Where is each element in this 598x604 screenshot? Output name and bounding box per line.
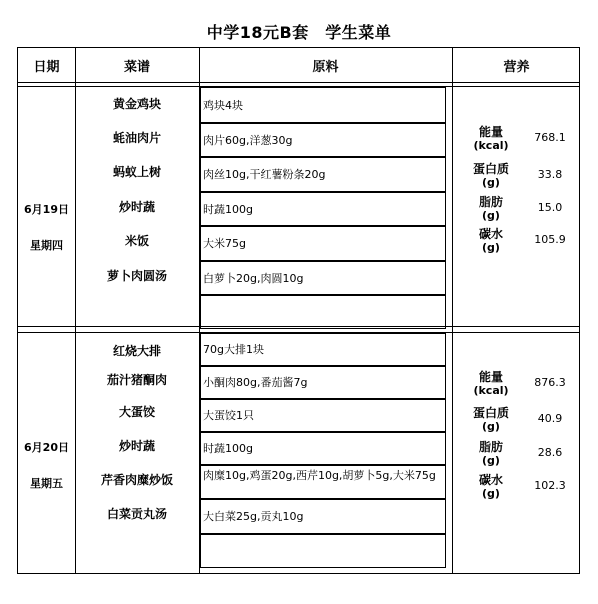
day-weekday: 星期五 <box>30 477 63 490</box>
nutrition-label <box>465 195 517 223</box>
nutrition-value: 768.1 <box>534 131 566 144</box>
dish-name: 蚂蚁上树 <box>112 165 161 179</box>
dish-ingredients: 白萝卜20g,肉圆10g <box>203 272 304 285</box>
dish-ingredients: 肉丝10g,干红薯粉条20g <box>203 168 326 181</box>
nutrition-unit: (kcal) <box>473 384 509 397</box>
nutrition-unit: (g) <box>482 420 500 433</box>
dish-ingredients: 肉糜10g,鸡蛋20g,西芹10g,胡萝卜5g,大米75g <box>203 469 436 482</box>
nutrition-value: 40.9 <box>537 412 563 425</box>
nutrition-label <box>465 162 517 190</box>
dish-name: 蚝油肉片 <box>112 131 161 145</box>
dish-ingredients: 鸡块4块 <box>203 99 243 112</box>
dish-name: 大蛋饺 <box>118 405 155 419</box>
dish-ingredients: 小酮肉80g,番茄酱7g <box>203 376 308 389</box>
ingredient-cell <box>200 534 446 568</box>
day-date: 6月19日 <box>24 203 69 216</box>
dish-name: 炒时蔬 <box>118 439 155 453</box>
day-date: 6月20日 <box>24 441 69 454</box>
nutrition-name: 蛋白质 <box>472 406 509 420</box>
nutrition-unit: (g) <box>482 241 500 254</box>
dish-name: 黄金鸡块 <box>112 97 161 111</box>
nutrition-unit: (g) <box>482 487 500 500</box>
nutrition-value: 102.3 <box>534 479 566 492</box>
header-nutrition: 营养 <box>503 59 530 75</box>
nutrition-label <box>465 440 517 468</box>
header-date: 日期 <box>33 59 60 75</box>
header-divider <box>18 82 579 83</box>
nutrition-name: 蛋白质 <box>472 162 509 176</box>
nutrition-value: 15.0 <box>537 201 563 214</box>
dish-name: 米饭 <box>124 234 149 248</box>
nutrition-name: 能量 <box>478 370 503 384</box>
nutrition-label <box>465 227 517 255</box>
ingredient-cell <box>200 295 446 329</box>
dish-name: 芹香肉糜炒饭 <box>100 473 173 487</box>
nutrition-label <box>465 406 517 434</box>
dish-name: 茄汁猪酮肉 <box>106 373 167 387</box>
nutrition-value: 876.3 <box>534 376 566 389</box>
menu-table <box>17 47 580 574</box>
nutrition-name: 碳水 <box>478 473 503 487</box>
nutrition-name: 碳水 <box>478 227 503 241</box>
nutrition-unit: (kcal) <box>473 139 509 152</box>
dish-ingredients: 大米75g <box>203 237 246 250</box>
nutrition-label <box>465 370 517 398</box>
dish-ingredients: 时蔬100g <box>203 203 253 216</box>
nutrition-unit: (g) <box>482 176 500 189</box>
nutrition-unit: (g) <box>482 454 500 467</box>
dish-name: 红烧大排 <box>112 344 161 358</box>
dish-ingredients: 70g大排1块 <box>203 343 264 356</box>
nutrition-label <box>465 473 517 501</box>
nutrition-name: 脂肪 <box>478 440 503 454</box>
day-weekday: 星期四 <box>30 239 63 252</box>
dish-ingredients: 大白菜25g,贡丸10g <box>203 510 304 523</box>
nutrition-name: 脂肪 <box>478 195 503 209</box>
column-divider <box>75 48 76 573</box>
header-menu: 菜谱 <box>123 59 150 75</box>
dish-name: 萝卜肉圆汤 <box>106 269 167 283</box>
nutrition-value: 105.9 <box>534 233 566 246</box>
header-ingredients: 原料 <box>312 59 339 75</box>
dish-name: 炒时蔬 <box>118 200 155 214</box>
column-divider <box>452 48 453 573</box>
nutrition-label <box>465 125 517 153</box>
nutrition-name: 能量 <box>478 125 503 139</box>
nutrition-value: 33.8 <box>537 168 563 181</box>
dish-ingredients: 肉片60g,洋葱30g <box>203 134 293 147</box>
nutrition-unit: (g) <box>482 209 500 222</box>
dish-name: 白菜贡丸汤 <box>106 507 167 521</box>
dish-ingredients: 大蛋饺1只 <box>203 409 254 422</box>
dish-ingredients: 时蔬100g <box>203 442 253 455</box>
nutrition-value: 28.6 <box>537 446 563 459</box>
menu-title: 中学18元B套 学生菜单 <box>206 23 392 42</box>
